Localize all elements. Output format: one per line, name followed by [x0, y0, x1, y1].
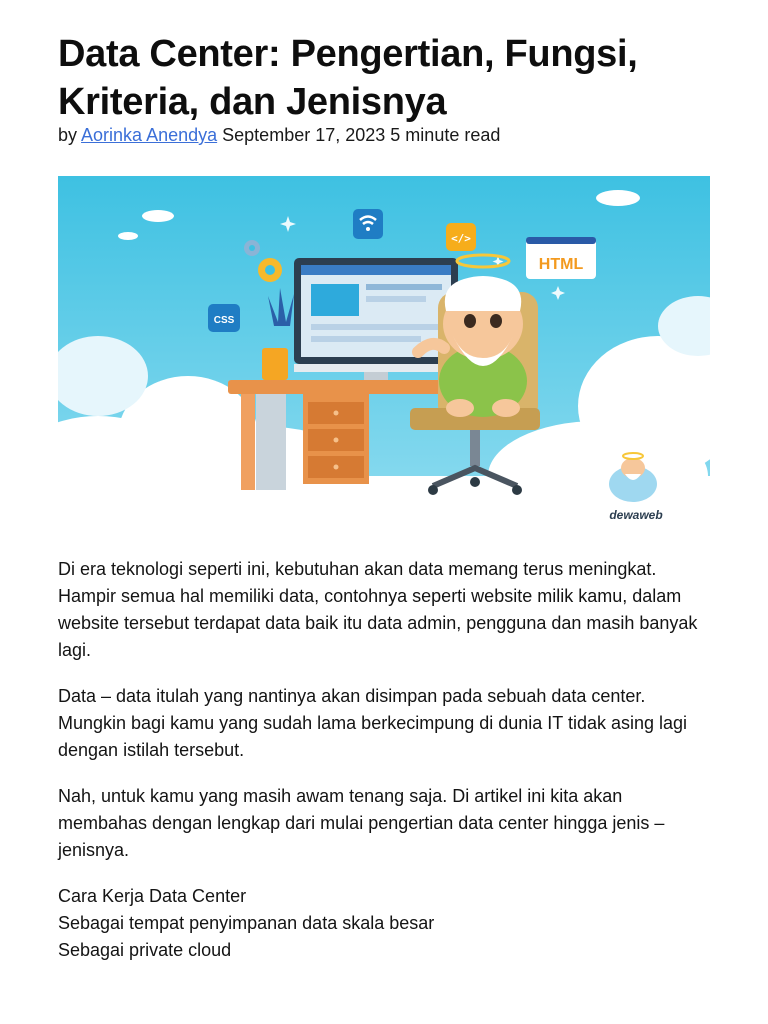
publish-date: September 17, 2023	[222, 125, 386, 145]
list-item: Sebagai tempat penyimpanan data skala besar	[58, 913, 435, 933]
paragraph: Data – data itulah yang nantinya akan disimpan pada sebuah data center. Mungkin bagi kamu yang sudah lama berkecimpung di dunia IT tidak asing lagi dengan istilah tersebut.	[58, 686, 688, 760]
article-body	[58, 556, 710, 964]
byline-prefix: by	[58, 125, 78, 145]
svg-text:HTML: HTML	[538, 256, 584, 273]
computer-monitor	[294, 258, 458, 380]
read-time: 5 minute read	[390, 125, 501, 145]
paragraph: Di era teknologi seperti ini, kebutuhan akan data memang terus meningkat. Hampir semua hal memiliki data, contohnya seperti website milik kamu, dalam website tersebut terdapat data baik itu data admin, pengguna dan masih banyak lagi.	[58, 559, 698, 660]
code-icon	[446, 223, 476, 251]
hero-illustration	[58, 176, 710, 526]
list-item: Sebagai private cloud	[58, 940, 232, 960]
list	[58, 883, 710, 964]
list-item: Cara Kerja Data Center	[58, 886, 247, 906]
article-title: Data Center: Pengertian, Fungsi, Kriteria, dan Jenisnya	[58, 33, 638, 123]
css-icon	[208, 304, 240, 332]
html-icon	[526, 237, 596, 279]
wifi-icon	[353, 209, 383, 239]
svg-text:</>: </>	[451, 232, 471, 245]
paragraph: Nah, untuk kamu yang masih awam tenang saja. Di artikel ini kita akan membahas dengan lengkap dari mulai pengertian data center hingga jenis – jenisnya.	[58, 786, 665, 860]
byline	[58, 123, 500, 147]
svg-text:dewaweb: dewaweb	[609, 508, 663, 522]
svg-text:CSS: CSS	[213, 315, 235, 326]
author-link[interactable]: Aorinka Anendya	[81, 125, 218, 145]
